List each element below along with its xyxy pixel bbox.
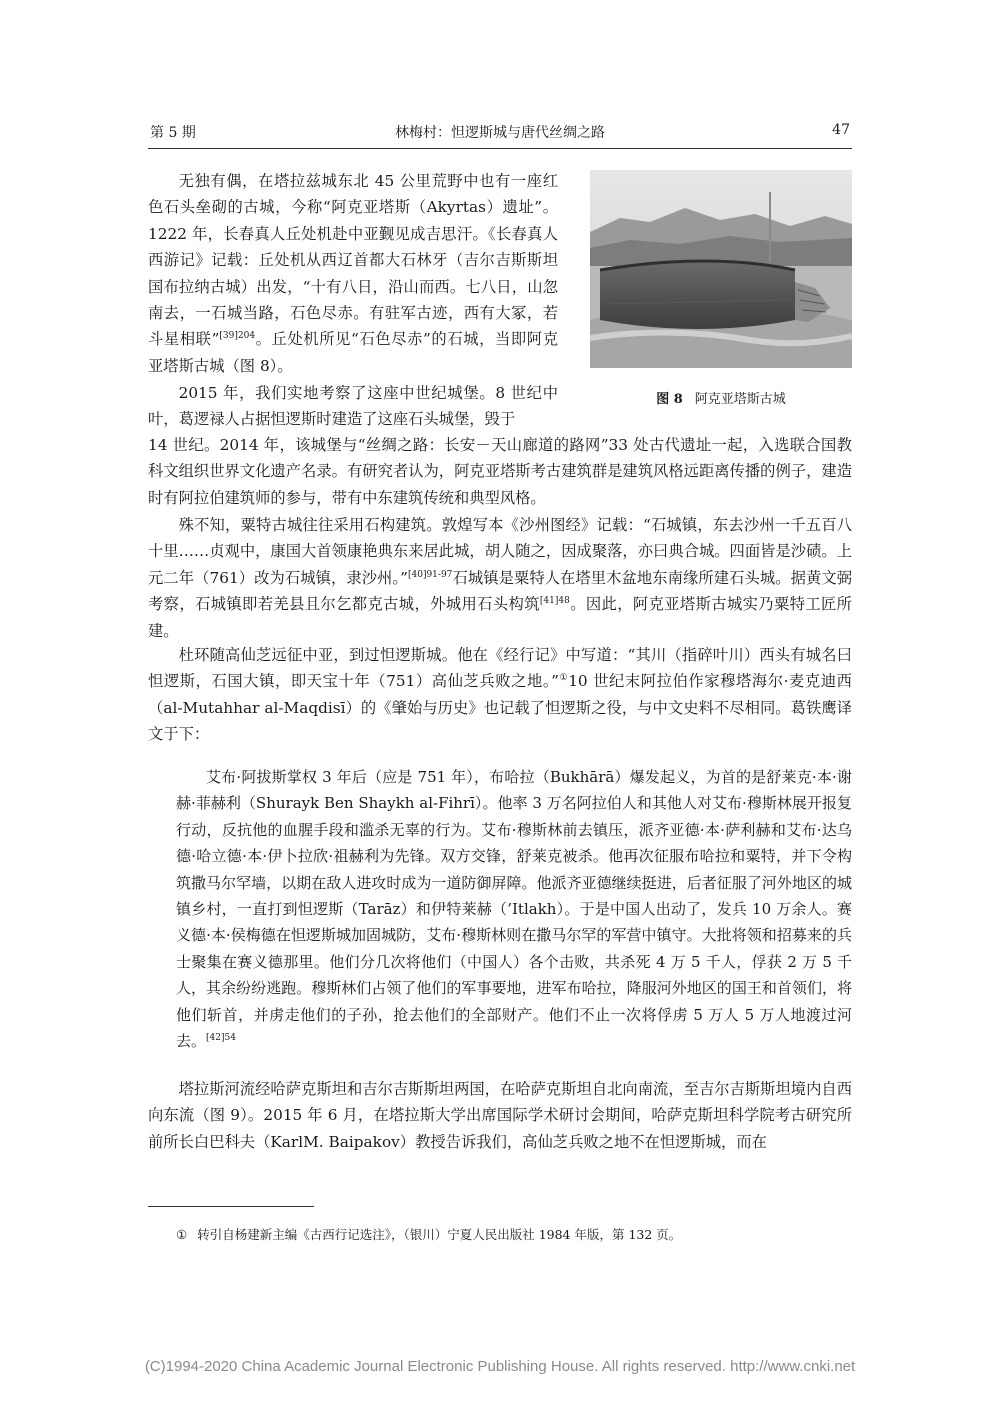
paragraph-1-text: 无独有偶，在塔拉兹城东北 45 公里荒野中也有一座红色石头垒砌的古城，今称“阿克亚塔斯（Akyrtas）遗址”。1222 年，长春真人丘处机赴中亚觐见成吉思汗。《长春真人西游记》记载：丘处机从西辽首都大石林牙（吉尔吉斯斯坦国布拉纳古城）出发，“十有八日，沿山而西。七八日，山忽南去，一石城当路，石色尽赤。有驻军古迹，西有大冢，若斗星相联” xyxy=(148,172,558,349)
paragraph-2-continued: 14 世纪。2014 年，该城堡与“丝绸之路：长安－天山廊道的路网”33 处古代遗址一起，入选联合国教科文组织世界文化遗产名录。有研究者认为，阿克亚塔斯考古建筑群是建筑风格远距离传播的例子，建造时有阿拉伯建筑师的参与，带有中东建筑传统和典型风格。 xyxy=(148,436,852,507)
paragraph-3-end: 。因此，阿克亚塔斯古城实乃粟特工匠所建。 xyxy=(148,595,852,640)
figure-caption-text: 阿克亚塔斯古城 xyxy=(694,392,786,407)
footnote-ref-1: ① xyxy=(558,673,569,684)
paragraph-1 xyxy=(148,168,558,379)
footnote-1 xyxy=(176,1226,681,1244)
footnote-text: 转引自杨建新主编《古西行记选注》，（银川）宁夏人民出版社 1984 年版，第 132 页。 xyxy=(197,1227,682,1242)
footnote-rule xyxy=(148,1206,314,1207)
paragraph-5: 塔拉斯河流经哈萨克斯坦和吉尔吉斯斯坦两国，在哈萨克斯坦自北向南流，至吉尔吉斯斯坦境内自西向东流（图 9）。2015 年 6 月，在塔拉斯大学出席国际学术研讨会期间，哈萨克斯坦科学院考古研究所前所长白巴科夫（KarlM. Baipakov）教授告诉我们，高仙芝兵败之地不在怛逻斯城，而在 xyxy=(148,1080,852,1151)
running-title: 林梅村：怛逻斯城与唐代丝绸之路 xyxy=(395,125,605,141)
header-rule xyxy=(148,148,852,149)
citation-42: [42]54 xyxy=(206,1033,236,1044)
paragraph-3 xyxy=(148,512,852,644)
paragraph-2-start: 2015 年，我们实地考察了这座中世纪城堡。8 世纪中叶，葛逻禄人占据怛逻斯时建造了这座石头城堡，毁于 xyxy=(148,384,558,429)
footnote-mark: ① xyxy=(176,1227,188,1242)
issue-number: 第 5 期 xyxy=(150,125,196,141)
citation-40: [40]91-97 xyxy=(407,569,453,580)
paragraph-3-middle: 石城镇是粟特人在塔里木盆地东南缘所建石头城。据黄文弼考察，石城镇即若羌县且尔乞都克古城，外城用石头构筑 xyxy=(148,568,852,614)
page-number: 47 xyxy=(832,122,850,138)
paragraph-4-text: 杜环随高仙芝远征中亚，到过怛逻斯城。他在《经行记》中写道：“其川（指碎叶川）西头有城名曰怛逻斯，石国大镇，即天宝十年（751）高仙芝兵败之地。” xyxy=(148,646,852,691)
fortress-photo-illustration xyxy=(590,170,852,368)
figure-8-caption xyxy=(590,388,852,407)
block-quotation xyxy=(176,764,852,1054)
paragraph-1-end: 。丘处机所见“石色尽赤”的石城，当即阿克亚塔斯古城（图 8）。 xyxy=(148,330,558,375)
figure-number: 图 8 xyxy=(656,392,683,407)
copyright-line: (C)1994-2020 China Academic Journal Electronic Publishing House. All rights reserved. http://www.cnki.net xyxy=(144,1358,856,1375)
paragraph-4-end: 10 世纪末阿拉伯作家穆塔海尔·麦克迪西（al-Mutahhar al-Maqdisī）的《肇始与历史》也记载了怛逻斯之役，与中文史料不尽相同。葛铁鹰译文于下： xyxy=(148,672,852,744)
figure-8-photo xyxy=(590,170,852,368)
paragraph-3-text: 殊不知，粟特古城往往采用石构建筑。敦煌写本《沙州图经》记载：“石城镇，东去沙州一千五百八十里……贞观中，康国大首领康艳典东来居此城，胡人随之，因成聚落，亦曰典合城。四面皆是沙碛。上元二年（761）改为石城镇，隶沙州。” xyxy=(148,516,852,587)
quotation-text: 艾布·阿拔斯掌权 3 年后（应是 751 年），布哈拉（Bukhārā）爆发起义，为首的是舒莱克·本·谢赫·菲赫利（Shurayk Ben Shaykh al-Fihrī）。他率 3 万名阿拉伯人和其他人对艾布·穆斯林展开报复行动，反抗他的血腥手段和滥杀无辜的行为。艾布·穆斯林前去镇压，派齐亚德·本·萨利赫和艾布·达乌德·哈立德·本·伊卜拉欣·祖赫利为先锋。双方交锋，舒莱克被杀。他再次征服布哈拉和粟特，并下令构筑撒马尔罕墙，以期在敌人进攻时成为一道防御屏障。他派齐亚德继续挺进，后者征服了河外地区的城镇乡村，一直打到怛逻斯（Tarāz）和伊特莱赫（’Itlakh）。于是中国人出动了，发兵 10 万余人。赛义德·本·侯梅德在怛逻斯城加固城防，艾布·穆斯林则在撒马尔罕的军营中镇守。大批将领和招募来的兵士聚集在赛义德那里。他们分几次将他们（中国人）各个击败，共杀死 4 万 5 千人，俘获 2 万 5 千人，其余纷纷逃跑。穆斯林们占领了他们的军事要地，进军布哈拉，降服河外地区的国王和首领们，将他们斩首，并虏走他们的子孙，抢去他们的全部财产。他们不止一次将俘虏 5 万人 5 万人地渡过河去。 xyxy=(176,768,852,1051)
paragraph-4 xyxy=(148,642,852,748)
citation-41: [41]48 xyxy=(539,596,570,607)
citation-39: [39]204 xyxy=(219,331,256,342)
